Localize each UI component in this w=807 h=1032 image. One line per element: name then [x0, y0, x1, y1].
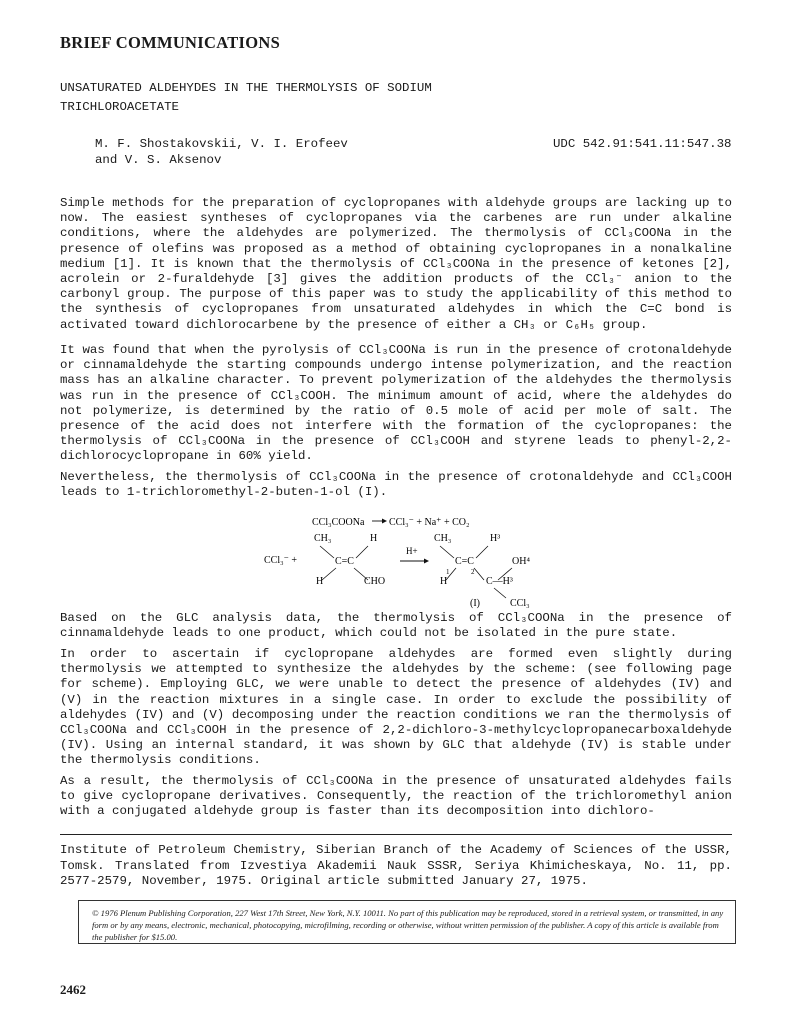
copyright-notice: © 1976 Plenum Publishing Corporation, 227 West 17th Street, New York, N.Y. 10011. No part of this publication may be reproduced, stored in a retrieval system, or transmitted, in any form or by any means, electronic, mechanical, photocopying, microfilming, recording or otherwise, without written permission of the publisher. A copy of this article is available from the publisher for $15.00. [92, 908, 724, 942]
scheme-eq1-left: CCl₃COONa [312, 517, 365, 528]
scheme-c-eq-c-a: C=C [335, 556, 354, 567]
scheme-bond [356, 546, 368, 558]
scheme-ccl3: CCl₃ [510, 598, 530, 609]
scheme-ch3-a: CH₃ [314, 533, 332, 544]
paragraph-crotonaldehyde: Nevertheless, the thermolysis of CCl₃COONa in the presence of crotonaldehyde and CCl₃COOH leads to 1-trichloromethyl-2-buten-1-ol (I). [60, 470, 732, 500]
scheme-num-1: 1 [446, 568, 450, 576]
scheme-ch3-b: CH₃ [434, 533, 452, 544]
scheme-bond [440, 546, 454, 558]
paragraph-findings: It was found that when the pyrolysis of CCl₃COONa is run in the presence of crotonaldehyde or cinnamaldehyde the starting compounds undergo intense polymerization, and the reaction mass has an alkaline character. To prevent polymerization of the aldehydes the thermolysis was run in the presence of CCl₃COOH. The minimum amount of acid, where the aldehydes do not polymerize, is determined by the ratio of 0.5 mole of acid per mole of salt. The presence of the acid does not interfere with the formation of the cyclopropanes: the thermolysis of CCl₃COONa in the presence of CCl₃COOH and styrene leads to phenyl-2,2-dichlorocyclopropane in 60% yield. [60, 343, 732, 464]
footer-divider [60, 834, 732, 835]
affiliation-note: Institute of Petroleum Chemistry, Siberian Branch of the Academy of Sciences of the USSR, Tomsk. Translated from Izvestiya Akademii Nauk SSSR, Seriya Khimicheskaya, No. 11, pp. 2577-2579, November, 1975. Original article submitted January 27, 1975. [60, 843, 732, 888]
scheme-bond [474, 568, 484, 580]
scheme-h-c: H [440, 576, 448, 587]
scheme-bond [322, 568, 336, 580]
article-title-line-1: UNSATURATED ALDEHYDES IN THE THERMOLYSIS OF SODIUM [60, 81, 432, 95]
scheme-h3: H³ [490, 533, 501, 544]
paragraph-cyclopropane-aldehydes: In order to ascertain if cyclopropane aldehydes are formed even slightly during thermolysis we attempted to synthesize the aldehydes by the scheme: (see following page for scheme). Employing GLC, we were unable to detect the presence of aldehydes (IV) and (V) in the reaction mixtures in a single case. In order to exclude the possibility of aldehydes (IV) and (V) decomposing under the reaction conditions we ran the thermolysis of CCl₃COONa and CCl₃COOH in the presence of 2,2-dichloro-3-methylcyclopropanecarboxaldehyde (IV). Using an internal standard, it was shown by GLC that aldehyde (IV) is stable under the thermolysis conditions. [60, 647, 732, 768]
scheme-reagent: CCl₃⁻ + [264, 555, 298, 566]
scheme-bond [494, 588, 506, 598]
page-number: 2462 [60, 982, 86, 997]
scheme-h-b: H [316, 576, 324, 587]
scheme-c-h3: C—H³ [486, 576, 513, 587]
article-title-line-2: TRICHLOROACETATE [60, 100, 179, 114]
scheme-catalyst: H+ [406, 546, 418, 556]
scheme-main-arrowhead [424, 559, 429, 564]
scheme-bond [476, 546, 488, 558]
scheme-label: (I) [470, 598, 480, 609]
scheme-eq1-right: CCl₃⁻ + Na⁺ + CO₂ [389, 517, 470, 528]
paragraph-intro: Simple methods for the preparation of cyclopropanes with aldehyde groups are lacking up to now. The easiest syntheses of cyclopropanes via the carbenes are run under alkaline conditions, where the aldehydes are polymerized. The thermolysis of CCl₃COONa in the presence of olefins was proposed as a method of obtaining cyclopropanes in a nonalkaline medium [1]. It is known that the thermolysis of CCl₃COONa in the presence of ketones [2], acrolein or 2-furaldehyde [3] gives the addition products of the CCl₃⁻ anion to the carbonyl group. The purpose of this paper was to study the applicability of this method to the synthesis of cyclopropanes from unsaturated aldehydes in which the C=C bond is activated toward dichlorocarbene by the presence of either a CH₃ or C₆H₅ group. [60, 196, 732, 332]
paragraph-conclusion: As a result, the thermolysis of CCl₃COONa in the presence of unsaturated aldehydes fails to give cyclopropane derivatives. Consequently, the reaction of the trichloromethyl anion with a conjugated aldehyde group is faster than its decomposition into dichloro- [60, 774, 732, 819]
authors-line-1: M. F. Shostakovskii, V. I. Erofeev [95, 137, 348, 151]
scheme-oh: OH⁴ [512, 556, 530, 567]
paragraph-cinnamaldehyde: Based on the GLC analysis data, the thermolysis of CCl₃COONa in the presence of cinnamaldehyde leads to one product, which could not be isolated in the pure state. [60, 611, 732, 641]
scheme-bond [320, 546, 334, 558]
scheme-h-a: H [370, 533, 378, 544]
authors-line-2: and V. S. Aksenov [95, 153, 222, 167]
section-heading: BRIEF COMMUNICATIONS [60, 33, 281, 52]
scheme-eq1-arrowhead [382, 519, 387, 524]
reaction-scheme [250, 510, 570, 610]
scheme-num-2: 2 [471, 568, 475, 576]
scheme-c-eq-c-b: C=C [455, 556, 474, 567]
udc-code: UDC 542.91:541.11:547.38 [553, 137, 732, 151]
scheme-cho: CHO [364, 576, 386, 587]
